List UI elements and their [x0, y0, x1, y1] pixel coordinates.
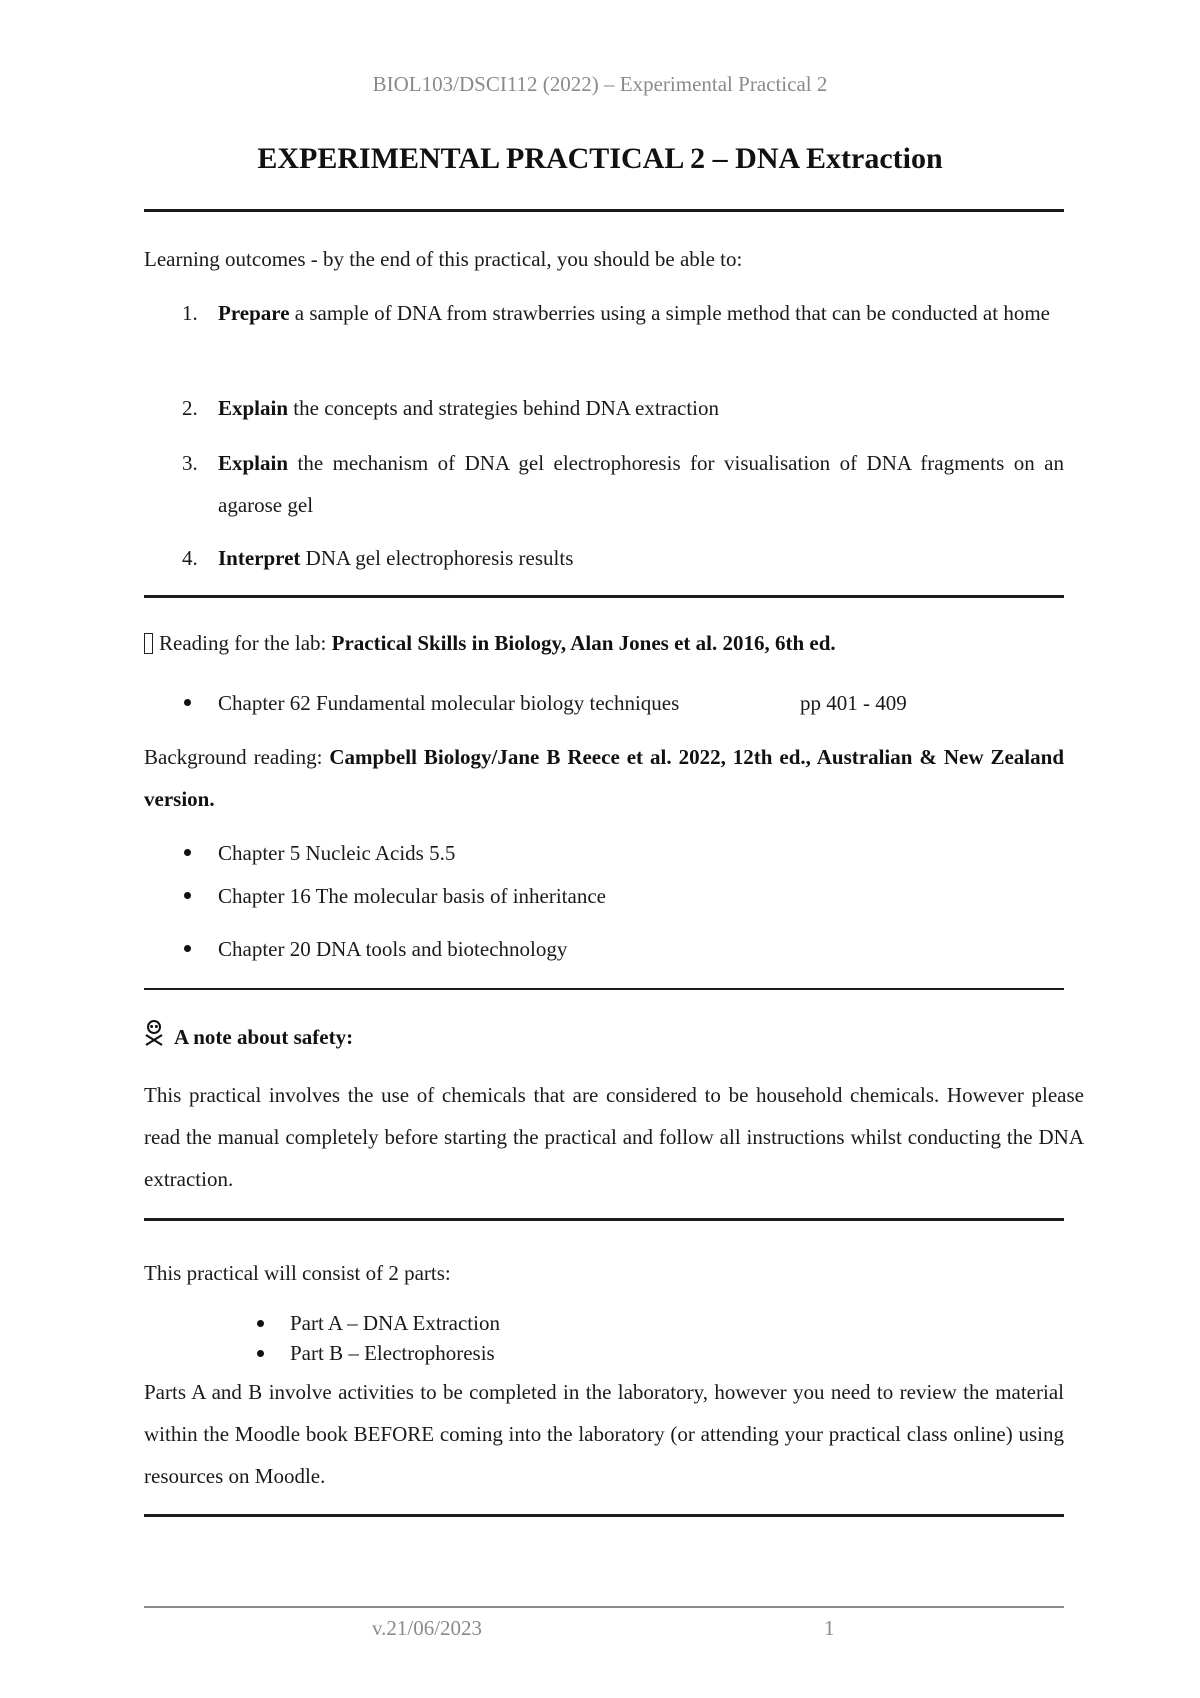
outcome-number: 4. — [182, 546, 198, 570]
background-chapter: Chapter 5 Nucleic Acids 5.5 — [218, 841, 456, 865]
divider — [144, 595, 1064, 598]
outcome-verb: Interpret — [218, 546, 301, 570]
outcome-item — [218, 387, 1064, 429]
outcome-text: the mechanism of DNA gel electrophoresis for visualisation of DNA fragments on an agarose gel — [218, 451, 1064, 517]
book-icon — [144, 633, 153, 654]
background-chapter: Chapter 16 The molecular basis of inheritance — [218, 884, 606, 908]
outcome-text: the concepts and strategies behind DNA extraction — [288, 396, 719, 420]
parts-text: Parts A and B involve activities to be completed in the laboratory, however you need to review the material within the Moodle book BEFORE coming into the laboratory (or attending your practical class online) using resources on Moodle. — [144, 1380, 1064, 1488]
outcome-verb: Explain — [218, 451, 289, 475]
safety-text: This practical involves the use of chemicals that are considered to be household chemicals. However please read the manual completely before starting the practical and follow all instructions whilst conducting the DNA extraction. — [144, 1083, 1084, 1191]
outcome-text: DNA gel electrophoresis results — [300, 546, 574, 570]
footer-divider — [144, 1606, 1064, 1608]
divider — [144, 988, 1064, 990]
background-reading-book: Campbell Biology/Jane B Reece et al. 2022, 12th ed., Australian & New Zealand version. — [144, 745, 1064, 811]
lab-chapter: Chapter 62 Fundamental molecular biology techniques — [218, 691, 680, 715]
part-item: Part A – DNA Extraction — [290, 1311, 500, 1335]
outcome-verb: Prepare — [218, 301, 290, 325]
outcome-number: 2. — [182, 396, 198, 420]
running-header: BIOL103/DSCI112 (2022) – Experimental Practical 2 — [372, 72, 828, 96]
lab-reading-label: Reading for the lab: — [159, 631, 332, 655]
background-chapter: Chapter 20 DNA tools and biotechnology — [218, 937, 568, 961]
divider — [144, 1218, 1064, 1221]
bullet-icon — [257, 1350, 264, 1357]
outcome-item — [218, 537, 1064, 579]
divider — [144, 1514, 1064, 1517]
safety-heading: A note about safety: — [174, 1025, 354, 1049]
parts-intro: This practical will consist of 2 parts: — [144, 1261, 451, 1285]
safety-heading-row — [144, 1016, 353, 1060]
bullet-icon — [257, 1320, 264, 1327]
skull-crossbones-icon — [144, 1018, 164, 1060]
page-number: 1 — [824, 1616, 835, 1640]
page-title: EXPERIMENTAL PRACTICAL 2 – DNA Extraction — [257, 142, 943, 175]
part-item: Part B – Electrophoresis — [290, 1341, 495, 1365]
outcome-item — [218, 442, 1064, 526]
outcomes-intro: Learning outcomes - by the end of this practical, you should be able to: — [144, 247, 743, 271]
outcome-verb: Explain — [218, 396, 289, 420]
outcome-number: 1. — [182, 301, 198, 325]
bullet-icon — [184, 892, 191, 899]
outcome-item — [218, 292, 1064, 334]
bullet-icon — [184, 699, 191, 706]
footer-version: v.21/06/2023 — [372, 1616, 483, 1640]
bullet-icon — [184, 945, 191, 952]
background-reading-label: Background reading: — [144, 745, 330, 769]
bullet-icon — [184, 849, 191, 856]
lab-pages: pp 401 - 409 — [800, 691, 907, 715]
background-reading — [144, 736, 1064, 820]
outcome-number: 3. — [182, 451, 198, 475]
lab-reading — [144, 622, 836, 664]
lab-reading-book: Practical Skills in Biology, Alan Jones et al. 2016, 6th ed. — [331, 631, 836, 655]
outcome-text: a sample of DNA from strawberries using a simple method that can be conducted at home — [289, 301, 1050, 325]
divider — [144, 209, 1064, 212]
